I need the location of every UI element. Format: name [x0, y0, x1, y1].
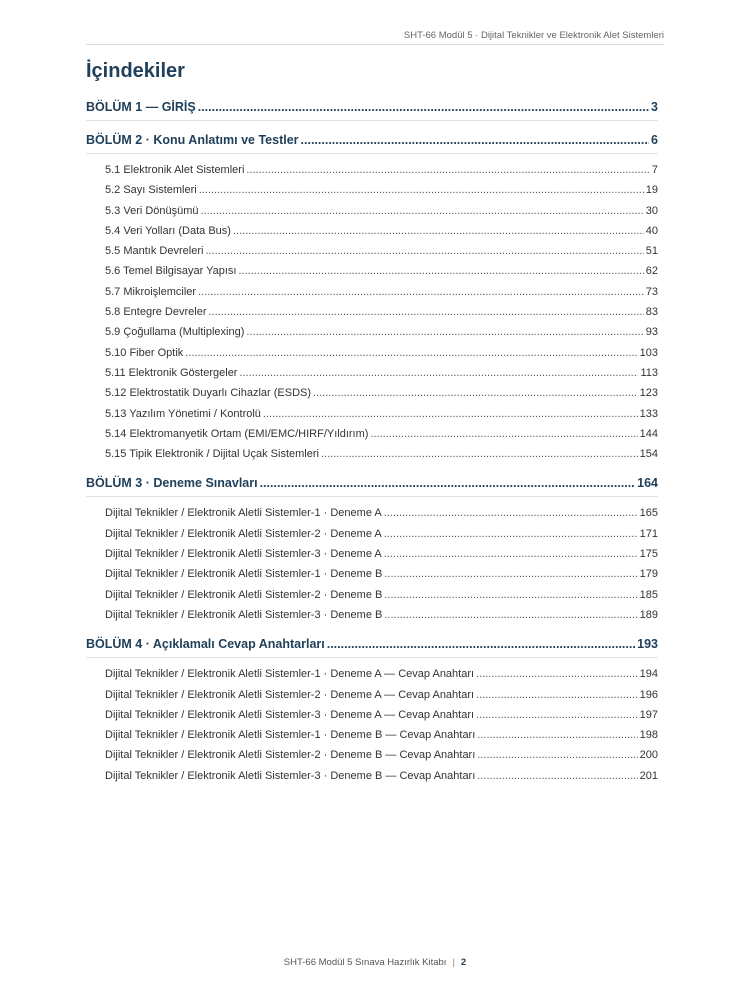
toc-entry-label: Dijital Teknikler / Elektronik Aletli Sistemler-1 · Deneme B — Cevap Anahtarı — [105, 729, 476, 742]
toc-entry-label: 5.13 Yazılım Yönetimi / Kontrolü — [105, 407, 261, 420]
toc-entry-page: 73 — [645, 285, 658, 298]
toc-entry-page: 175 — [639, 548, 658, 561]
toc-entry[interactable] — [86, 282, 658, 302]
toc-entry-label: Dijital Teknikler / Elektronik Aletli Sistemler-3 · Deneme B — [105, 608, 383, 621]
toc-entry-label: 5.9 Çoğullama (Multiplexing) — [105, 326, 245, 339]
toc-entry-label: 5.4 Veri Yolları (Data Bus) — [105, 224, 231, 237]
footer-text: SHT-66 Modül 5 Sınava Hazırlık Kitabı — [283, 957, 447, 968]
toc-chapter-page: 6 — [651, 133, 658, 147]
header-rule — [86, 44, 664, 45]
toc-entry-label: Dijital Teknikler / Elektronik Aletli Sistemler-3 · Deneme A — [105, 548, 382, 561]
running-header: SHT-66 Modül 5 · Dijital Teknikler ve Elektronik Alet Sistemleri — [403, 30, 664, 41]
toc-leader-dots — [477, 745, 637, 765]
toc-entry-label: 5.2 Sayı Sistemleri — [105, 184, 197, 197]
toc-entry-label: Dijital Teknikler / Elektronik Aletli Sistemler-1 · Deneme A — [105, 507, 382, 520]
toc-entry-page: 197 — [639, 708, 658, 721]
toc-entry[interactable] — [86, 363, 658, 383]
toc-entry[interactable] — [86, 664, 658, 684]
toc-entry-label: Dijital Teknikler / Elektronik Aletli Sistemler-2 · Deneme A — [105, 527, 382, 540]
toc-entry-page: 196 — [639, 688, 658, 701]
toc-entry-page: 62 — [645, 265, 658, 278]
toc-entry[interactable] — [86, 605, 658, 625]
toc-leader-dots — [246, 160, 649, 180]
toc-entry-label: Dijital Teknikler / Elektronik Aletli Sistemler-2 · Deneme B — Cevap Anahtarı — [105, 749, 476, 762]
toc-entry-page: 201 — [639, 769, 658, 782]
toc-entry-page: 144 — [639, 427, 658, 440]
toc-leader-dots — [327, 631, 635, 657]
toc-entry-page: 154 — [639, 448, 658, 461]
toc-entry-page: 198 — [639, 729, 658, 742]
toc-leader-dots — [301, 127, 650, 153]
toc-leader-dots — [263, 404, 638, 424]
toc-entry-page: 194 — [639, 668, 658, 681]
toc-entry-page: 7 — [651, 164, 658, 176]
toc-chapter-label: BÖLÜM 1 — GİRİŞ — [86, 100, 196, 114]
toc-leader-dots — [477, 766, 637, 786]
toc-entry-page: 83 — [645, 306, 658, 319]
toc-entry-label: Dijital Teknikler / Elektronik Aletli Sistemler-2 · Deneme A — Cevap Anahtarı — [105, 688, 475, 701]
toc-entry[interactable] — [86, 585, 658, 605]
toc-leader-dots — [384, 564, 637, 584]
toc-entry[interactable] — [86, 180, 658, 200]
toc-entry-label: Dijital Teknikler / Elektronik Aletli Sistemler-3 · Deneme A — Cevap Anahtarı — [105, 708, 475, 721]
toc-leader-dots — [313, 383, 638, 403]
toc-entry-label: Dijital Teknikler / Elektronik Aletli Sistemler-1 · Deneme B — [105, 568, 383, 581]
toc-leader-dots — [384, 605, 637, 625]
toc-leader-dots — [384, 503, 638, 523]
toc-entry[interactable] — [86, 160, 658, 180]
toc-leader-dots — [370, 424, 637, 444]
toc-entry[interactable] — [86, 322, 658, 342]
toc-leader-dots — [238, 261, 643, 281]
toc-leader-dots — [239, 363, 638, 383]
toc-leader-dots — [198, 282, 644, 302]
toc-entry-label: 5.6 Temel Bilgisayar Yapısı — [105, 265, 237, 278]
toc-chapter-page: 193 — [637, 637, 658, 652]
toc-leader-dots — [260, 470, 636, 496]
toc-entry-page: 93 — [645, 326, 658, 339]
toc-entry-label: 5.14 Elektromanyetik Ortam (EMI/EMC/HIRF/Yıldırım) — [105, 427, 369, 440]
page-footer — [0, 957, 750, 968]
toc-entry[interactable] — [86, 705, 658, 725]
toc-entry[interactable] — [86, 766, 658, 786]
toc-entry-label: 5.8 Entegre Devreler — [105, 306, 207, 319]
table-of-contents — [86, 94, 658, 792]
toc-entry-page: 133 — [639, 407, 658, 420]
toc-entry-label: 5.11 Elektronik Göstergeler — [105, 366, 238, 379]
toc-leader-dots — [476, 705, 638, 725]
toc-leader-dots — [209, 302, 644, 322]
toc-entry[interactable] — [86, 383, 658, 403]
toc-entry-label: 5.5 Mantık Devreleri — [105, 245, 204, 258]
toc-entry[interactable] — [86, 503, 658, 523]
toc-entry-page: 200 — [639, 749, 658, 762]
toc-chapter-page: 164 — [637, 476, 658, 491]
toc-entry-label: 5.7 Mikroişlemciler — [105, 285, 197, 298]
toc-entry-label: Dijital Teknikler / Elektronik Aletli Sistemler-2 · Deneme B — [105, 588, 383, 601]
toc-chapter-entry[interactable] — [86, 470, 658, 496]
toc-entry-page: 165 — [639, 507, 658, 520]
toc-entry-page: 171 — [639, 527, 658, 540]
toc-leader-dots — [384, 524, 638, 544]
toc-entry-label: 5.12 Elektrostatik Duyarlı Cihazlar (ESDS) — [105, 387, 312, 400]
toc-chapter-entry[interactable] — [86, 127, 658, 153]
toc-entry[interactable] — [86, 241, 658, 261]
toc-entry[interactable] — [86, 524, 658, 544]
spacer — [86, 786, 658, 792]
toc-entry-label: 5.1 Elektronik Alet Sistemleri — [105, 164, 245, 176]
footer-separator: | — [452, 957, 455, 968]
toc-leader-dots — [476, 664, 638, 684]
toc-entry-page: 123 — [639, 387, 658, 400]
toc-chapter-entry[interactable] — [86, 94, 658, 120]
toc-entry-label: 5.3 Veri Dönüşümü — [105, 204, 199, 217]
toc-leader-dots — [205, 241, 643, 261]
toc-leader-dots — [321, 444, 638, 464]
toc-entry[interactable] — [86, 745, 658, 765]
toc-leader-dots — [199, 180, 644, 200]
toc-entry-label: 5.10 Fiber Optik — [105, 346, 184, 359]
toc-leader-dots — [246, 322, 643, 342]
page-title: İçindekiler — [86, 60, 185, 82]
toc-entry[interactable] — [86, 685, 658, 705]
toc-leader-dots — [201, 201, 644, 221]
toc-entry-page: 103 — [639, 346, 658, 359]
toc-entry[interactable] — [86, 564, 658, 584]
toc-entry[interactable] — [86, 544, 658, 564]
toc-entry-label: Dijital Teknikler / Elektronik Aletli Sistemler-1 · Deneme A — Cevap Anahtarı — [105, 668, 475, 681]
toc-entry[interactable] — [86, 302, 658, 322]
toc-entry[interactable] — [86, 444, 658, 464]
toc-entry[interactable] — [86, 404, 658, 424]
toc-leader-dots — [477, 725, 637, 745]
toc-entry-page: 30 — [645, 204, 658, 217]
toc-entry-label: 5.15 Tipik Elektronik / Dijital Uçak Sistemleri — [105, 448, 319, 461]
toc-leader-dots — [233, 221, 644, 241]
toc-entry[interactable] — [86, 343, 658, 363]
toc-entry-page: 189 — [639, 608, 658, 621]
toc-entry-page: 185 — [639, 588, 658, 601]
toc-entry[interactable] — [86, 725, 658, 745]
toc-chapter-entry[interactable] — [86, 631, 658, 657]
toc-entry[interactable] — [86, 424, 658, 444]
toc-chapter-label: BÖLÜM 4 · Açıklamalı Cevap Anahtarları — [86, 637, 325, 652]
toc-entry-page: 179 — [639, 568, 658, 581]
toc-chapter-label: BÖLÜM 3 · Deneme Sınavları — [86, 476, 258, 491]
toc-entry-page: 51 — [645, 245, 658, 258]
toc-entry-label: Dijital Teknikler / Elektronik Aletli Sistemler-3 · Deneme B — Cevap Anahtarı — [105, 769, 476, 782]
footer-page-number: 2 — [460, 957, 467, 968]
toc-chapter-label: BÖLÜM 2 · Konu Anlatımı ve Testler — [86, 133, 299, 147]
toc-entry-page: 40 — [645, 224, 658, 237]
toc-entry-page: 113 — [640, 366, 658, 379]
toc-entry[interactable] — [86, 261, 658, 281]
toc-leader-dots — [185, 343, 637, 363]
toc-entry[interactable] — [86, 221, 658, 241]
toc-leader-dots — [384, 544, 638, 564]
toc-leader-dots — [198, 94, 649, 120]
toc-chapter-page: 3 — [651, 100, 658, 114]
toc-entry-page: 19 — [645, 184, 658, 197]
toc-leader-dots — [476, 685, 638, 705]
toc-entry[interactable] — [86, 201, 658, 221]
toc-leader-dots — [384, 585, 637, 605]
